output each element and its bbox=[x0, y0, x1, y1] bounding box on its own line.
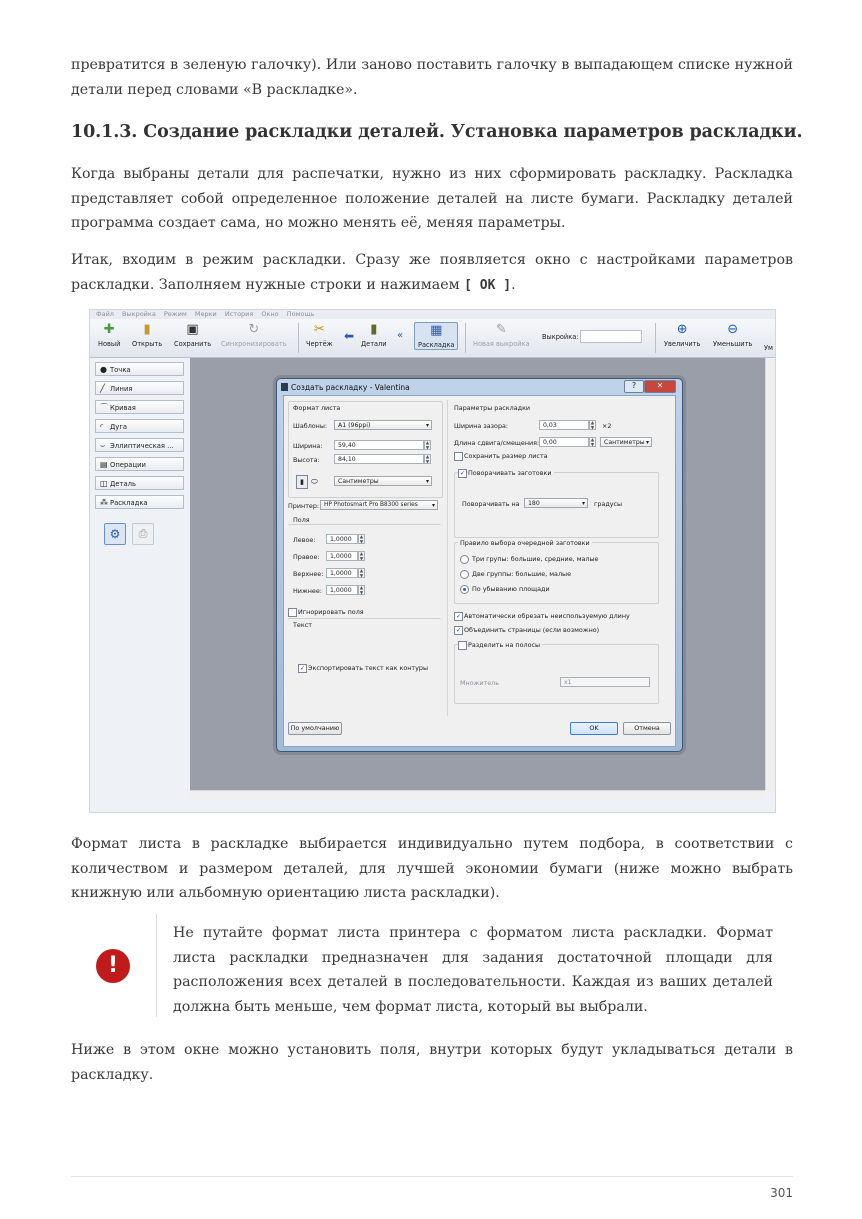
rule-three-groups-radio[interactable] bbox=[460, 555, 469, 564]
layout-icon: ▦ bbox=[430, 323, 443, 338]
intro-paragraph: превратится в зеленую галочку). Или заново поставить галочку в выпадающем списке нужной детали перед словами «В раскладке». bbox=[71, 57, 793, 98]
default-button[interactable]: По умолчанию bbox=[288, 722, 342, 735]
right-field-input[interactable]: 1,0000 bbox=[326, 551, 358, 561]
fields-label: Поля bbox=[293, 516, 310, 524]
tool-point-label: Точка bbox=[110, 366, 131, 374]
tool-arc[interactable] bbox=[95, 419, 184, 433]
tools-panel bbox=[90, 358, 190, 812]
save-label: Сохранить bbox=[174, 340, 212, 348]
tool-curve[interactable] bbox=[95, 400, 184, 414]
fields-paragraph: Ниже в этом окне можно установить поля, внутри которых будут укладываться детали в раскладку. bbox=[71, 1042, 793, 1083]
shift-units-select[interactable]: Сантиметры ▾ bbox=[600, 437, 652, 447]
menu-bar bbox=[90, 310, 775, 319]
tool-operations-label: Операции bbox=[110, 461, 146, 469]
export-text-checkbox[interactable]: ✓ bbox=[299, 665, 306, 672]
width-label: Ширина: bbox=[293, 442, 323, 450]
open-button[interactable] bbox=[132, 322, 162, 348]
open-icon: ▮ bbox=[143, 322, 151, 337]
help-window-button[interactable]: ? bbox=[624, 380, 644, 393]
rule-two-groups-radio[interactable] bbox=[460, 570, 469, 579]
printer-label: Принтер: bbox=[288, 502, 320, 510]
height-spinner[interactable]: ▲ ▼ bbox=[425, 455, 430, 465]
dialog-title: Создать раскладку - Valentina bbox=[291, 383, 410, 392]
curve-icon: ⌒ bbox=[100, 403, 108, 412]
tool-line[interactable] bbox=[95, 381, 184, 395]
auto-crop-label: Автоматически обрезать неиспользуемую длину bbox=[464, 612, 630, 620]
multiplier-input[interactable]: x1 bbox=[560, 677, 650, 687]
templates-label: Шаблоны: bbox=[293, 422, 328, 430]
printer-select[interactable]: HP Photosmart Pro B8300 series ▾ bbox=[320, 500, 438, 510]
tool-point[interactable] bbox=[95, 362, 184, 376]
detail-icon: ◫ bbox=[100, 479, 108, 488]
operations-icon: ▤ bbox=[100, 460, 108, 469]
tool-elliptical[interactable] bbox=[95, 438, 184, 452]
rule-three-groups-label: Три групы: большие, средние, малые bbox=[472, 555, 599, 563]
new-file-icon: ✚ bbox=[103, 322, 115, 337]
layout-settings-icon[interactable]: ⚙ bbox=[104, 523, 126, 545]
pattern-select[interactable] bbox=[580, 330, 642, 343]
shift-label: Длина сдвига/смещения: bbox=[454, 439, 540, 447]
left-field-input[interactable]: 1,0000 bbox=[326, 534, 358, 544]
layout-params-label: Параметры раскладки bbox=[454, 404, 531, 412]
footer-rule bbox=[71, 1176, 793, 1177]
ok-button[interactable]: OK bbox=[570, 722, 618, 735]
save-size-label: Сохранить размер листа bbox=[464, 452, 548, 460]
note-divider bbox=[156, 914, 157, 1017]
draft-icon: ✂ bbox=[313, 322, 325, 337]
top-field-label: Верхнее: bbox=[293, 570, 324, 578]
tool-layout-label: Раскладка bbox=[110, 499, 148, 507]
details-button[interactable] bbox=[361, 322, 387, 348]
new-label: Новый bbox=[98, 340, 121, 348]
multiplier-label: Множитель bbox=[460, 679, 500, 687]
open-label: Открыть bbox=[132, 340, 163, 348]
tool-curve-label: Кривая bbox=[110, 404, 136, 412]
toolbar-separator bbox=[298, 323, 299, 353]
note-icon-area bbox=[71, 914, 156, 1017]
height-input[interactable]: 84,10 bbox=[334, 454, 424, 464]
tool-operations[interactable] bbox=[95, 457, 184, 471]
export-text-label: Экспортировать текст как контуры bbox=[308, 664, 429, 672]
auto-crop-checkbox[interactable]: ✓ bbox=[455, 613, 462, 620]
menu-pattern[interactable]: Выкройка bbox=[122, 310, 156, 318]
left-field-label: Левое: bbox=[293, 536, 316, 544]
rule-label: Правило выбора очередной заготовки bbox=[460, 539, 590, 547]
rule-two-groups-label: Две группы: большие, малые bbox=[472, 570, 572, 578]
rotate-checkbox[interactable]: ✓ bbox=[459, 470, 466, 477]
sheet-format-label: Формат листа bbox=[293, 404, 341, 412]
zoom-out-button[interactable] bbox=[713, 322, 752, 348]
sync-button[interactable] bbox=[221, 322, 287, 348]
zoom-in-button[interactable] bbox=[664, 322, 700, 348]
status-strip bbox=[90, 800, 775, 812]
tool-arc-label: Дуга bbox=[110, 423, 128, 431]
menu-file[interactable]: Файл bbox=[96, 310, 114, 318]
bottom-field-label: Нижнее: bbox=[293, 587, 322, 595]
rule-area-radio[interactable] bbox=[460, 585, 469, 594]
bottom-field-spinner[interactable]: ▲ ▼ bbox=[359, 586, 364, 596]
top-field-input[interactable]: 1,0000 bbox=[326, 568, 358, 578]
gap-label: Ширина зазора: bbox=[454, 422, 509, 430]
sync-label: Синхронизировать bbox=[221, 340, 287, 348]
units-select[interactable]: Сантиметры ▾ bbox=[334, 476, 432, 486]
rotate-label: Поворачивать заготовки bbox=[468, 469, 552, 477]
portrait-icon[interactable]: ▮ bbox=[296, 475, 308, 489]
rotate-angle-select[interactable]: 180 ▾ bbox=[524, 498, 588, 508]
toolbar-separator bbox=[465, 323, 466, 353]
new-pattern-icon: ✎ bbox=[495, 322, 507, 337]
top-field-spinner[interactable]: ▲ ▼ bbox=[359, 569, 364, 579]
bottom-field-input[interactable]: 1,0000 bbox=[326, 585, 358, 595]
right-field-label: Правое: bbox=[293, 553, 320, 561]
height-label: Высота: bbox=[293, 456, 320, 464]
zoom-out-label: Уменьшить bbox=[713, 340, 753, 348]
line-icon: ╱ bbox=[100, 384, 105, 393]
ignore-fields-checkbox[interactable] bbox=[288, 608, 297, 617]
note-text: Не путайте формат листа принтера с форматом листа раскладки. Формат листа раскладки предназначен для задания достаточной площади для расположения всех деталей в последовательности. Каждая из ваших деталей должна быть меньше, чем формат листа, который вы выбрали. bbox=[173, 925, 773, 1015]
width-spinner[interactable]: ▲ ▼ bbox=[425, 441, 430, 451]
close-window-button[interactable]: ✕ bbox=[644, 380, 676, 393]
new-pattern-label: Новая выкройка bbox=[473, 340, 530, 348]
create-layout-dialog bbox=[276, 378, 683, 752]
warning-note bbox=[71, 914, 793, 1017]
unite-pages-checkbox[interactable]: ✓ bbox=[455, 627, 462, 634]
save-icon: ▣ bbox=[186, 322, 199, 337]
dialog-body bbox=[283, 395, 676, 747]
paragraph-text: Итак, входим в режим раскладки. Сразу же появляется окно с настройками параметров раскладки. Заполняем нужные строки и нажимаем bbox=[71, 252, 793, 293]
new-pattern-button[interactable] bbox=[473, 322, 530, 348]
export-layout-icon[interactable]: ⎙ bbox=[132, 523, 154, 545]
toolbar-separator bbox=[655, 323, 656, 353]
double-arrow-icon: « bbox=[397, 330, 404, 341]
column-divider bbox=[447, 400, 448, 716]
save-button[interactable] bbox=[174, 322, 211, 348]
zoom-in-icon: ⊕ bbox=[676, 322, 688, 337]
exclamation-icon: ! bbox=[96, 949, 130, 983]
ok-key-label: [ OK ] bbox=[464, 277, 512, 293]
zoom-out-icon: ⊖ bbox=[727, 322, 739, 337]
tool-line-label: Линия bbox=[110, 385, 133, 393]
gap-multiplier: ×2 bbox=[602, 422, 612, 430]
tool-detail[interactable] bbox=[95, 476, 184, 490]
arc-icon: ◜ bbox=[100, 422, 104, 431]
layout-mode-paragraph bbox=[71, 248, 793, 298]
layout-description-paragraph: Когда выбраны детали для распечатки, нужно из них сформировать раскладку. Раскладка представляет собой определенное положение деталей на листе бумаги. Раскладку деталей программа создает сама, но можно менять её, меняя параметры. bbox=[71, 166, 793, 231]
menu-history[interactable]: История bbox=[224, 310, 254, 318]
split-strips-checkbox[interactable] bbox=[458, 641, 467, 650]
paragraph-end: . bbox=[511, 276, 516, 293]
shift-input[interactable]: 0,00 bbox=[539, 437, 589, 447]
draft-label: Чертёж bbox=[306, 340, 333, 348]
details-icon: ▮ bbox=[370, 322, 378, 337]
split-group bbox=[454, 644, 659, 704]
shift-spinner[interactable]: ▲ ▼ bbox=[590, 438, 595, 448]
zoom-more-label[interactable]: Ум bbox=[764, 344, 773, 352]
tool-elliptical-label: Эллиптическая ... bbox=[110, 442, 174, 450]
layout-label: Раскладка bbox=[418, 341, 455, 349]
valentina-icon bbox=[281, 383, 288, 391]
toolbar bbox=[90, 319, 775, 358]
landscape-icon[interactable]: ⬭ bbox=[311, 477, 318, 486]
left-field-spinner[interactable]: ▲ ▼ bbox=[359, 535, 364, 545]
point-icon: ● bbox=[100, 365, 107, 374]
ignore-fields-label: Игнорировать поля bbox=[298, 608, 364, 616]
arrow-left-icon: ⬅ bbox=[344, 329, 355, 343]
unite-pages-label: Объединить страницы (если возможно) bbox=[464, 626, 600, 634]
menu-window[interactable]: Окно bbox=[261, 310, 279, 318]
details-label: Детали bbox=[361, 340, 387, 348]
menu-help[interactable]: Помощь bbox=[286, 310, 315, 318]
pattern-label: Выкройка: bbox=[542, 333, 579, 341]
menu-measurements[interactable]: Мерки bbox=[194, 310, 217, 318]
vertical-scrollbar[interactable] bbox=[765, 358, 776, 790]
sheet-format-paragraph: Формат листа в раскладке выбирается индивидуально путем подбора, в соответствии с количеством и размером деталей, для лучшей экономии бумаги (ниже можно выбрать книжную или альбомную ориентацию листа раскладки). bbox=[71, 836, 793, 901]
zoom-in-label: Увеличить bbox=[664, 340, 701, 348]
split-strips-label: Разделить на полосы bbox=[468, 641, 541, 649]
text-label: Текст bbox=[293, 621, 312, 629]
new-button[interactable] bbox=[98, 322, 120, 348]
menu-mode[interactable]: Режим bbox=[163, 310, 187, 318]
rule-area-label: По убыванию площади bbox=[472, 585, 550, 593]
tool-layout[interactable] bbox=[95, 495, 184, 509]
right-field-spinner[interactable]: ▲ ▼ bbox=[359, 552, 364, 562]
save-size-checkbox[interactable] bbox=[454, 452, 463, 461]
page-number: 301 bbox=[770, 1186, 793, 1200]
width-input[interactable]: 59,40 bbox=[334, 440, 424, 450]
gap-spinner[interactable]: ▲ ▼ bbox=[590, 421, 595, 431]
valentina-screenshot bbox=[89, 309, 776, 813]
draft-button[interactable] bbox=[306, 322, 333, 348]
degrees-label: градусы bbox=[594, 500, 623, 508]
layout-tool-icon: ⁂ bbox=[100, 498, 108, 507]
templates-select[interactable]: A1 (96ppi) ▾ bbox=[334, 420, 432, 430]
gap-input[interactable]: 0,03 bbox=[539, 420, 589, 430]
layout-button[interactable] bbox=[414, 322, 458, 350]
cancel-button[interactable]: Отмена bbox=[623, 722, 671, 735]
section-heading: 10.1.3. Создание раскладки деталей. Установка параметров раскладки. bbox=[71, 122, 803, 142]
elliptical-arc-icon: ⌣ bbox=[100, 441, 106, 450]
rotate-by-label: Поворачивать на bbox=[462, 500, 520, 508]
tool-detail-label: Деталь bbox=[110, 480, 136, 488]
sync-icon: ↻ bbox=[248, 322, 260, 337]
